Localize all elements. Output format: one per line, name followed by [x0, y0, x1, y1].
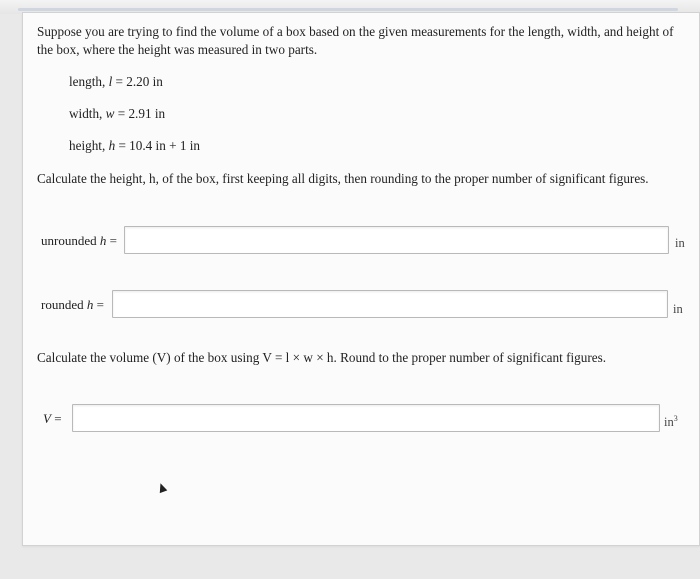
volume-unit: $in^3$ — [664, 414, 678, 430]
height-prompt: Calculate the height, h, of the box, first keeping all digits, then rounding to the proper number of significant figures. — [37, 171, 649, 186]
rounded-h-unit: in — [673, 302, 683, 316]
question-card — [22, 12, 700, 546]
unrounded-h-label: unrounded h = — [41, 233, 117, 248]
rounded-h-input[interactable] — [112, 290, 668, 318]
volume-label: V = — [43, 411, 62, 426]
mouse-cursor-icon — [157, 482, 168, 493]
length-measurement: length, l = 2.20 in — [69, 74, 163, 89]
volume-input[interactable] — [72, 404, 660, 432]
top-bar — [18, 8, 678, 11]
unrounded-h-unit: in — [675, 236, 685, 250]
question-intro: Suppose you are trying to find the volume of a box based on the given measurements for the length, width, and height of the box, where the height was measured in two parts. — [37, 24, 674, 57]
width-measurement: width, w = 2.91 in — [69, 106, 166, 121]
unrounded-h-input[interactable] — [124, 226, 669, 254]
volume-prompt: Calculate the volume (V) of the box using V = l × w × h. Round to the proper number of significant figures. — [37, 350, 607, 365]
rounded-h-label: rounded h = — [41, 297, 104, 312]
height-measurement: height, h = 10.4 in + 1 in — [69, 138, 200, 153]
